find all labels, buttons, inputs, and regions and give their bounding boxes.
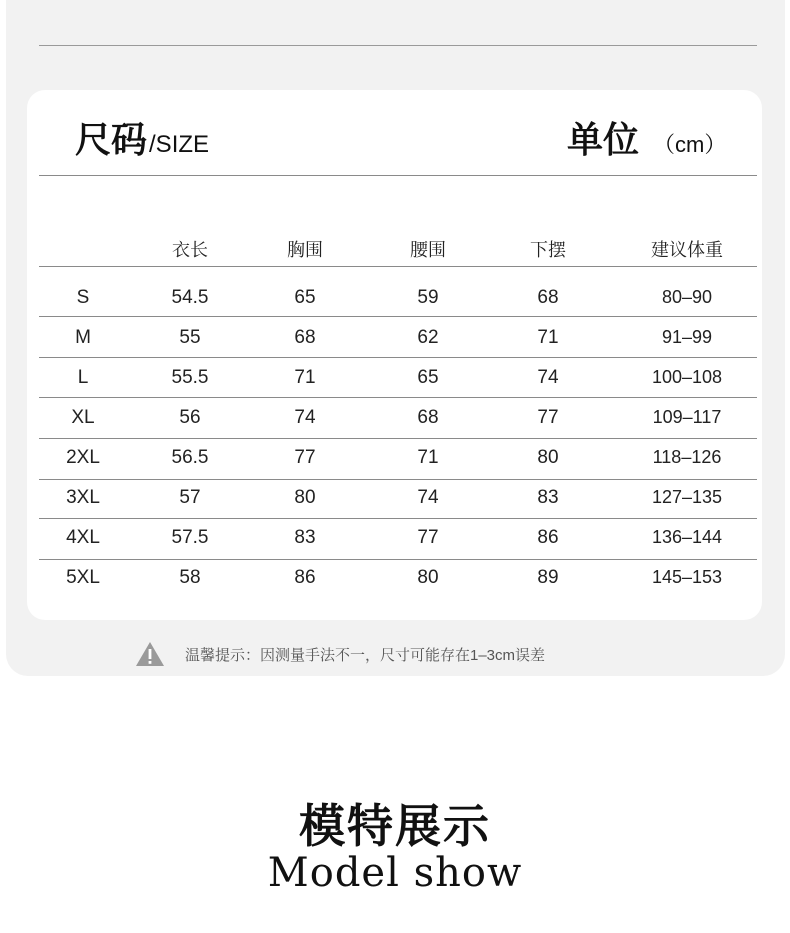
table-cell-hem: 80 [537,447,559,468]
size-title [75,118,209,167]
row-divider [39,518,757,519]
table-cell-length: 57.5 [171,527,209,548]
table-cell-waist: 59 [417,287,439,308]
size-title-cn: 尺码 [75,119,148,160]
table-cell-waist: 65 [417,367,439,388]
row-divider [39,479,757,480]
table-cell-waist: 71 [417,447,439,468]
table-cell-hem: 74 [537,367,559,388]
table-cell-size: M [75,327,91,348]
size-title-en: /SIZE [149,131,210,158]
table-cell-weight: 145–153 [651,567,723,587]
table-cell-waist: 80 [417,567,439,588]
model-section-subtitle: Model show [267,850,523,896]
table-cell-weight: 80–90 [661,287,713,307]
table-cell-chest: 74 [294,407,316,428]
table-cell-chest: 71 [294,367,316,388]
column-header-length: 衣长 [172,240,208,260]
column-header-waist: 腰围 [410,240,446,260]
table-cell-waist: 77 [417,527,439,548]
table-cell-hem: 89 [537,567,559,588]
table-cell-hem: 83 [537,487,559,508]
table-cell-length: 58 [179,567,201,588]
warning-icon [135,641,165,667]
row-divider [39,397,757,398]
table-cell-chest: 68 [294,327,316,348]
table-cell-weight: 109–117 [652,407,722,427]
row-divider [39,559,757,560]
row-divider [39,357,757,358]
table-cell-length: 55 [179,327,201,348]
table-cell-waist: 68 [417,407,439,428]
unit-label [567,118,726,167]
unit-label-en: （cm） [653,132,727,157]
table-cell-weight: 127–135 [651,487,723,507]
table-cell-hem: 71 [537,327,559,348]
measurement-notice [135,640,545,668]
table-cell-chest: 86 [294,567,316,588]
column-header-weight: 建议体重 [651,240,723,260]
table-cell-waist: 74 [417,487,439,508]
table-cell-weight: 100–108 [651,367,723,387]
table-cell-size: XL [71,407,95,428]
row-divider [39,438,757,439]
table-cell-weight: 91–99 [661,327,713,347]
unit-label-cn: 单位 [567,119,640,160]
table-cell-size: S [76,287,90,308]
table-cell-length: 56 [179,407,201,428]
table-cell-chest: 80 [294,487,316,508]
table-cell-size: 2XL [66,447,100,468]
table-cell-weight: 118–126 [652,447,722,467]
column-header-hem: 下摆 [530,240,566,260]
table-cell-chest: 83 [294,527,316,548]
table-cell-size: 4XL [66,527,100,548]
model-section-title: 模特展示 [299,800,491,852]
divider [39,45,757,46]
table-cell-weight: 136–144 [651,527,723,547]
column-header-chest: 胸围 [287,240,323,260]
table-cell-size: 3XL [66,487,100,508]
table-cell-chest: 77 [294,447,316,468]
table-cell-hem: 68 [537,287,559,308]
table-cell-length: 57 [179,487,201,508]
table-cell-length: 56.5 [171,447,209,468]
table-cell-length: 54.5 [171,287,209,308]
header-divider [39,175,757,176]
table-cell-hem: 77 [537,407,559,428]
table-cell-waist: 62 [417,327,439,348]
row-divider [39,316,757,317]
notice-text: 温馨提示：因测量手法不一，尺寸可能存在1–3cm误差 [185,646,546,664]
row-divider [39,266,757,267]
table-cell-length: 55.5 [171,367,209,388]
table-cell-size: L [77,367,89,388]
table-cell-chest: 65 [294,287,316,308]
table-cell-size: 5XL [66,567,100,588]
table-cell-hem: 86 [537,527,559,548]
